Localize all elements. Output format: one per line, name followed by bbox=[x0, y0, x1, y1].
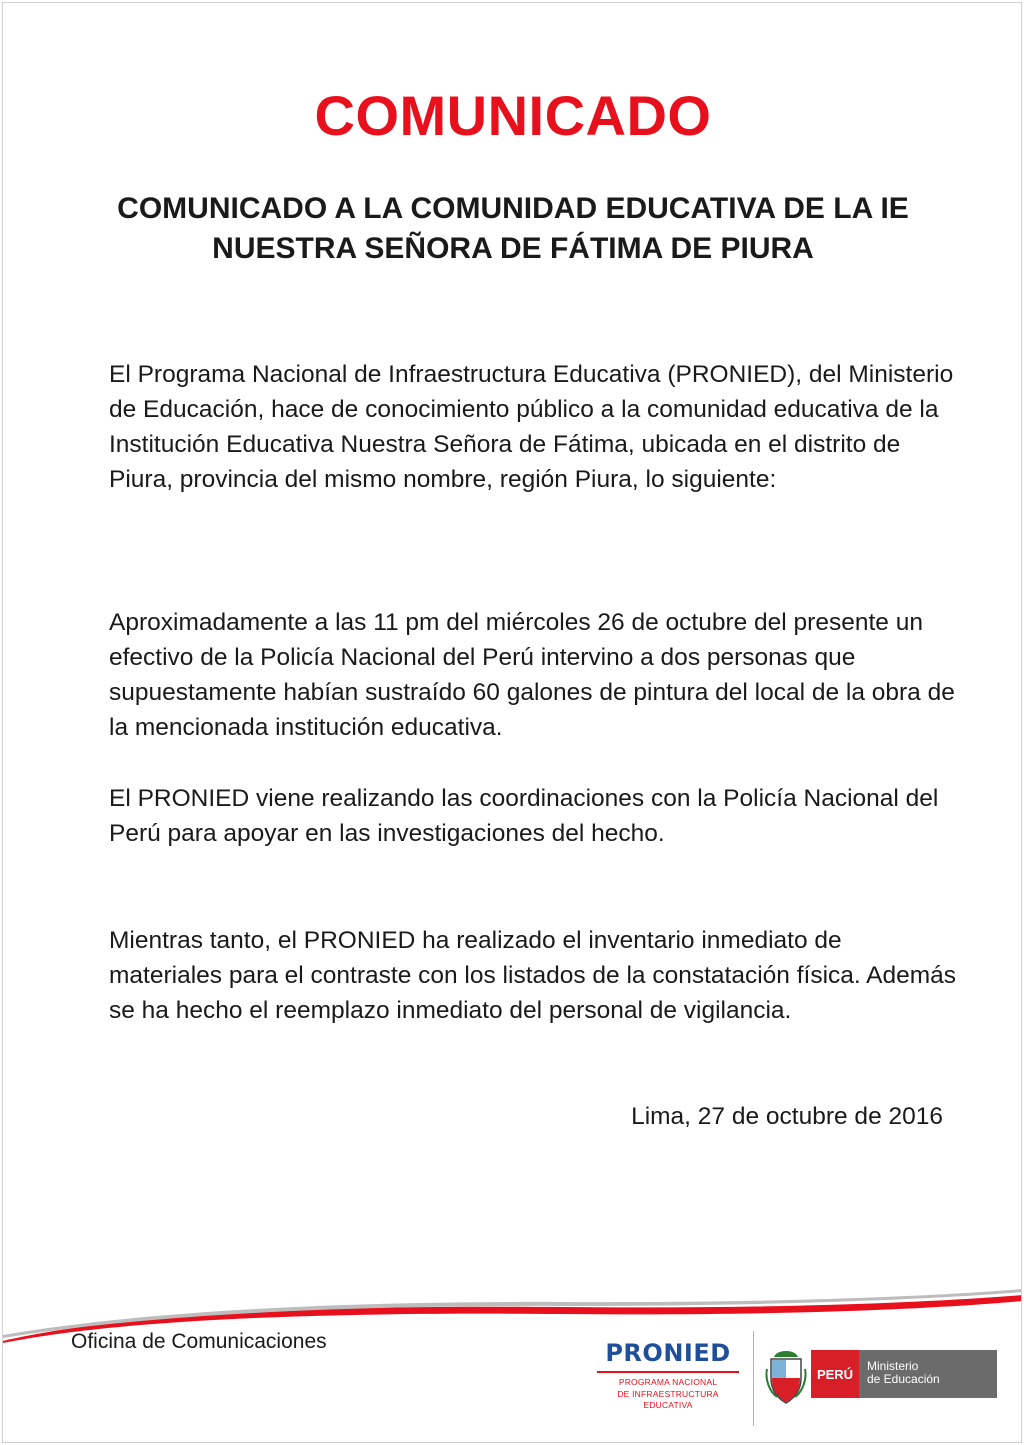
document-page bbox=[2, 2, 1022, 1443]
pronied-subtitle-1: PROGRAMA NACIONAL bbox=[618, 1377, 718, 1387]
date-place: Lima, 27 de octubre de 2016 bbox=[631, 1103, 943, 1130]
peru-badge: PERÚ bbox=[811, 1350, 859, 1398]
subtitle-line-1: COMUNICADO A LA COMUNIDAD EDUCATIVA DE LA IE bbox=[117, 192, 909, 225]
paragraph-actions: Mientras tanto, el PRONIED ha realizado el inventario inmediato de materiales para el contraste con los listados de la constatación física. Además se ha hecho el reemplazo inmediato del personal de vigilancia. bbox=[109, 927, 957, 1024]
government-logo bbox=[811, 1350, 997, 1398]
pronied-underline bbox=[597, 1371, 739, 1373]
page-title: COMUNICADO bbox=[314, 84, 712, 147]
subtitle-line-2: NUESTRA SEÑORA DE FÁTIMA DE PIURA bbox=[212, 232, 814, 265]
ministry-badge bbox=[859, 1350, 997, 1398]
pronied-subtitle-2: DE INFRAESTRUCTURA EDUCATIVA bbox=[617, 1389, 719, 1410]
ministry-line-1: Ministerio bbox=[867, 1359, 919, 1373]
ministry-line-2: de Educación bbox=[867, 1372, 940, 1386]
coat-of-arms-icon bbox=[765, 1349, 807, 1405]
paragraph-coordination: El PRONIED viene realizando las coordinaciones con la Policía Nacional del Perú para apoyar en las investigaciones del hecho. bbox=[109, 785, 939, 847]
footer-office-label: Oficina de Comunicaciones bbox=[71, 1330, 327, 1353]
document-subtitle bbox=[43, 189, 983, 269]
logo-divider bbox=[753, 1331, 754, 1426]
paragraph-incident: Aproximadamente a las 11 pm del miércoles 26 de octubre del presente un efectivo de la Policía Nacional del Perú intervino a dos personas que supuestamente habían sustraído 60 galones de pintura del local de la obra de la mencionada institución educativa. bbox=[109, 609, 955, 741]
pronied-logo bbox=[593, 1339, 743, 1429]
pronied-wordmark: PRONIED bbox=[605, 1339, 731, 1367]
paragraph-intro: El Programa Nacional de Infraestructura Educativa (PRONIED), del Ministerio de Educación, hace de conocimiento público a la comunidad educativa de la Institución Educativa Nuestra Señora de Fátima, ubicada en el distrito de Piura, provincia del mismo nombre, región Piura, lo siguiente: bbox=[109, 361, 954, 493]
